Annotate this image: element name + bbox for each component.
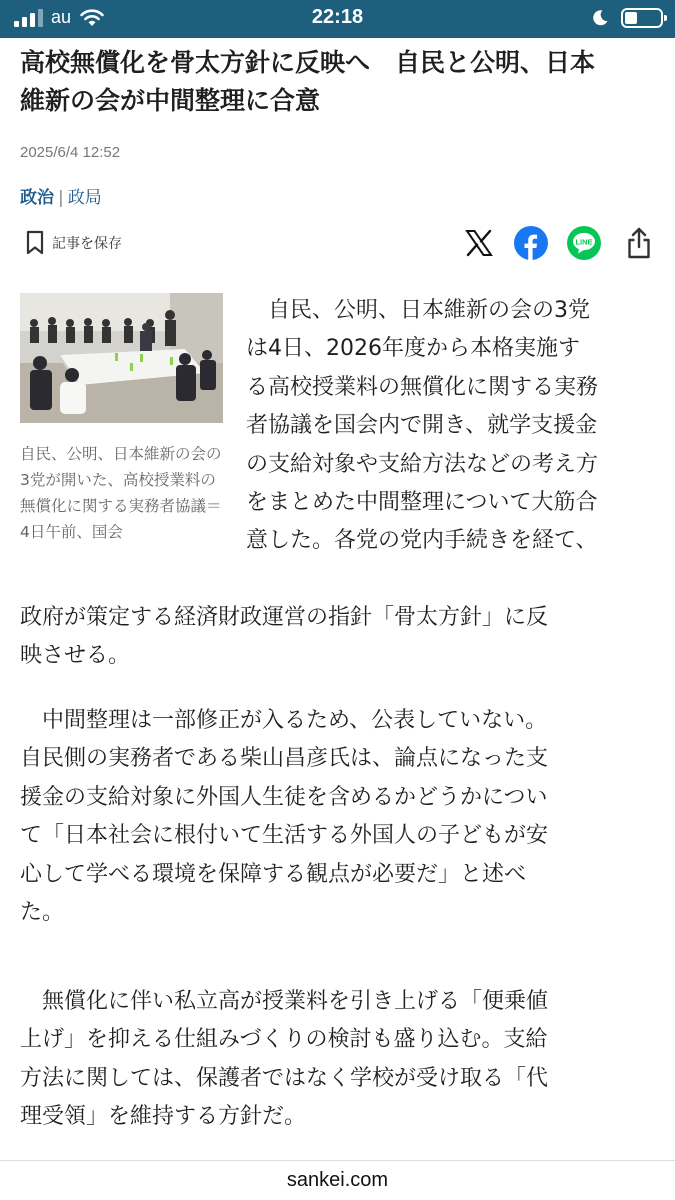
facebook-icon bbox=[514, 226, 548, 260]
moon-icon bbox=[591, 9, 609, 27]
carrier-name: au bbox=[51, 7, 72, 27]
paragraph-line: て「日本社会に根付いて生活する外国人の子どもが安 bbox=[20, 823, 549, 849]
paragraph-line: 政府が策定する経済財政運営の指針「骨太方針」に反 bbox=[20, 605, 549, 630]
article-paragraph-3 bbox=[20, 983, 670, 1137]
status-bar bbox=[0, 0, 675, 38]
line-icon bbox=[567, 226, 601, 260]
bookmark-icon bbox=[24, 230, 46, 256]
paragraph-line: 中間整理は一部修正が入るため、公表していない。 bbox=[20, 708, 548, 733]
paragraph-line: る高校授業料の無償化に関する実務 bbox=[246, 374, 599, 400]
paragraph-line: た。 bbox=[20, 900, 65, 926]
paragraph-line: 自民、公明、日本維新の会の3党 bbox=[246, 298, 590, 323]
share-x-button[interactable] bbox=[464, 226, 494, 260]
photo-caption: 自民、公明、日本維新の会の3党が開いた、高校授業料の無償化に関する実務者協議＝4日午前、国会 bbox=[20, 445, 222, 541]
paragraph-line: は4日、2026年度から本格実施す bbox=[246, 336, 580, 362]
paragraph-line: 者協議を国会内で開き、就学支援金 bbox=[246, 413, 598, 439]
paragraph-line: 理受領」を維持する方針だ。 bbox=[20, 1104, 307, 1130]
paragraph-line: 方法に関しては、保護者ではなく学校が受け取る「代 bbox=[20, 1065, 549, 1091]
paragraph-line: 自民側の実務者である柴山昌彦氏は、論点になった支 bbox=[20, 746, 549, 772]
share-line-button[interactable] bbox=[567, 226, 601, 260]
share-facebook-button[interactable] bbox=[514, 226, 548, 260]
paragraph-line: 援金の支給対象に外国人生徒を含めるかどうかについ bbox=[20, 784, 548, 810]
article-photo[interactable] bbox=[20, 293, 223, 423]
paragraph-line: 意した。各党の党内手続きを経て、 bbox=[246, 528, 598, 554]
paragraph-line: の支給対象や支給方法などの考え方 bbox=[246, 451, 599, 477]
category-link-seikyoku[interactable]: 政局 bbox=[67, 188, 102, 208]
meeting-photo bbox=[20, 293, 223, 423]
site-domain: sankei.com bbox=[286, 1169, 389, 1191]
browser-address-bar[interactable] bbox=[0, 1160, 675, 1200]
status-time: 22:18 bbox=[311, 6, 364, 28]
paragraph-line: をまとめた中間整理について大筋合 bbox=[246, 490, 598, 516]
svg-text:LINE: LINE bbox=[575, 237, 593, 247]
save-article-label: 記事を保存 bbox=[52, 236, 122, 252]
category-separator: | bbox=[58, 188, 64, 208]
paragraph-line: 心して学べる環境を保障する観点が必要だ」と述べ bbox=[20, 861, 527, 887]
article-date: 2025/6/4 12:52 bbox=[20, 144, 121, 161]
share-sheet-button[interactable] bbox=[624, 226, 654, 260]
article-paragraph-1 bbox=[246, 292, 666, 561]
article-headline: 高校無償化を骨太方針に反映へ 自民と公明、日本 維新の会が中間整理に合意 bbox=[20, 48, 596, 115]
paragraph-line: 無償化に伴い私立高が授業料を引き上げる「便乗値 bbox=[20, 989, 549, 1014]
paragraph-line: 映させる。 bbox=[20, 643, 131, 669]
save-article-button[interactable] bbox=[24, 230, 122, 256]
battery-icon bbox=[621, 8, 663, 28]
category-link-politics[interactable]: 政治 bbox=[20, 188, 54, 208]
x-icon bbox=[464, 228, 494, 258]
share-icon bbox=[624, 226, 654, 260]
article-paragraph-1-continued bbox=[20, 599, 660, 676]
status-right bbox=[591, 8, 663, 28]
breadcrumb bbox=[20, 183, 102, 208]
paragraph-line: 上げ」を抑える仕組みづくりの検討も盛り込む。支給 bbox=[20, 1027, 548, 1053]
article-paragraph-2 bbox=[20, 702, 670, 932]
